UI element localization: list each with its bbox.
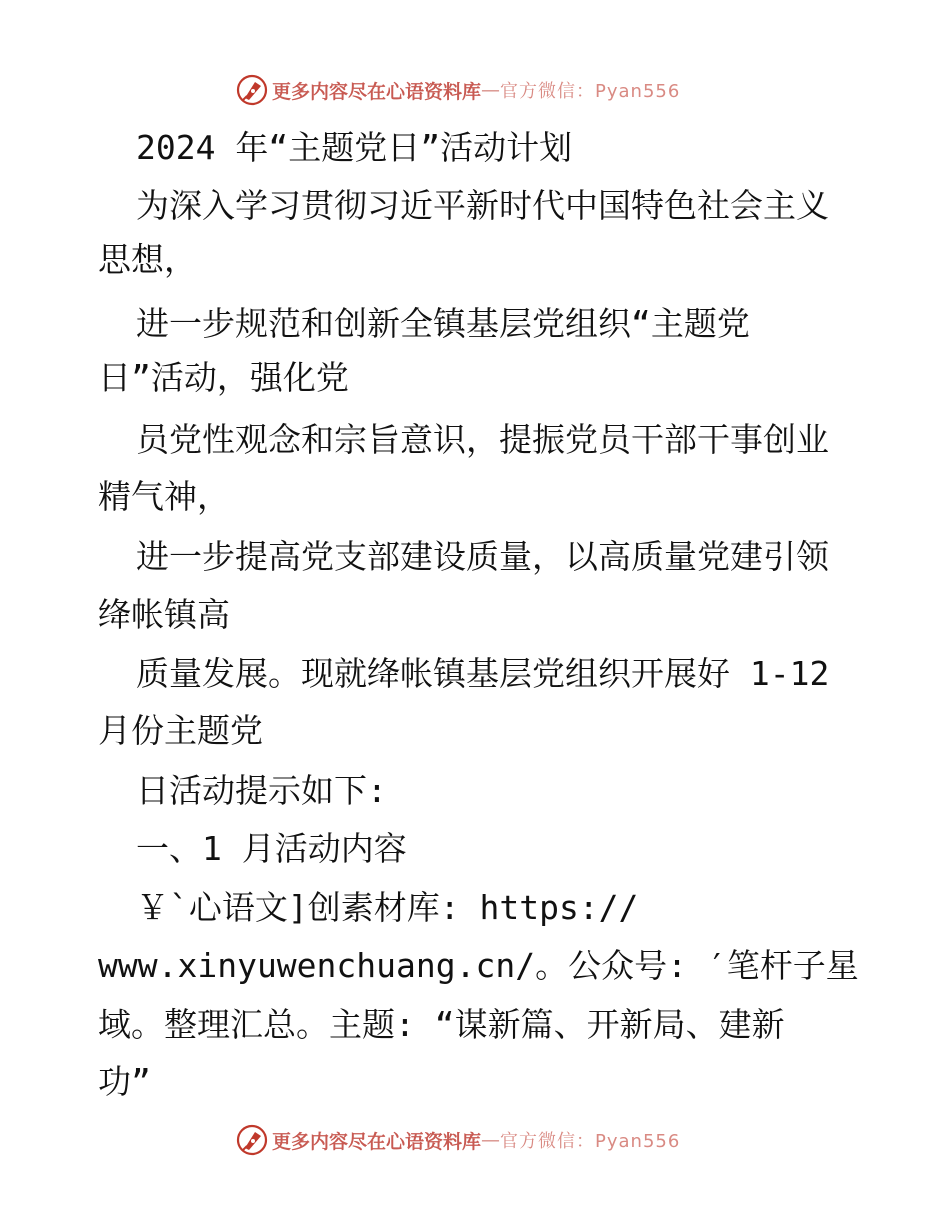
paragraph-line: 绛帐镇高 [98,595,230,634]
paragraph-line: 日”活动，强化党 [98,358,349,397]
paragraph-line: ￥`心语文]创素材库: https:// [136,888,639,927]
paragraph-line: 域。整理汇总。主题: “谋新篇、开新局、建新 [98,1005,785,1044]
paragraph-line: 员党性观念和宗旨意识，提振党员干部干事创业 [136,420,829,459]
watermark-separator: — [481,1129,501,1151]
paragraph-line: www.xinyuwenchuang.cn/。公众号: ′笔杆子星 [98,946,859,985]
watermark-wechat-label: 官方微信：Pyan556 [500,81,681,102]
section-heading: 一、1 月活动内容 [136,829,407,868]
paragraph-line: 精气神， [98,477,230,516]
paragraph-line: 进一步提高党支部建设质量，以高质量党建引领 [136,537,829,576]
footer-watermark-banner [236,1122,680,1158]
paragraph-line: 日活动提示如下: [136,771,387,810]
watermark-separator: — [481,79,501,101]
paragraph-line: 进一步规范和创新全镇基层党组织“主题党 [136,304,750,343]
document-title: 2024 年“主题党日”活动计划 [136,128,573,167]
paragraph-line: 功” [98,1062,151,1101]
paragraph-line: 为深入学习贯彻习近平新时代中国特色社会主义 [136,186,829,225]
paragraph-line: 月份主题党 [98,711,263,750]
watermark-wechat-label: 官方微信：Pyan556 [500,1131,681,1152]
paragraph-line: 思想， [98,240,197,279]
watermark-text: 更多内容尽在心语资料库 [272,1130,482,1153]
pen-nib-logo-icon [236,1124,268,1156]
watermark-text: 更多内容尽在心语资料库 [272,80,482,103]
paragraph-line: 质量发展。现就绛帐镇基层党组织开展好 1-12 [136,654,830,693]
